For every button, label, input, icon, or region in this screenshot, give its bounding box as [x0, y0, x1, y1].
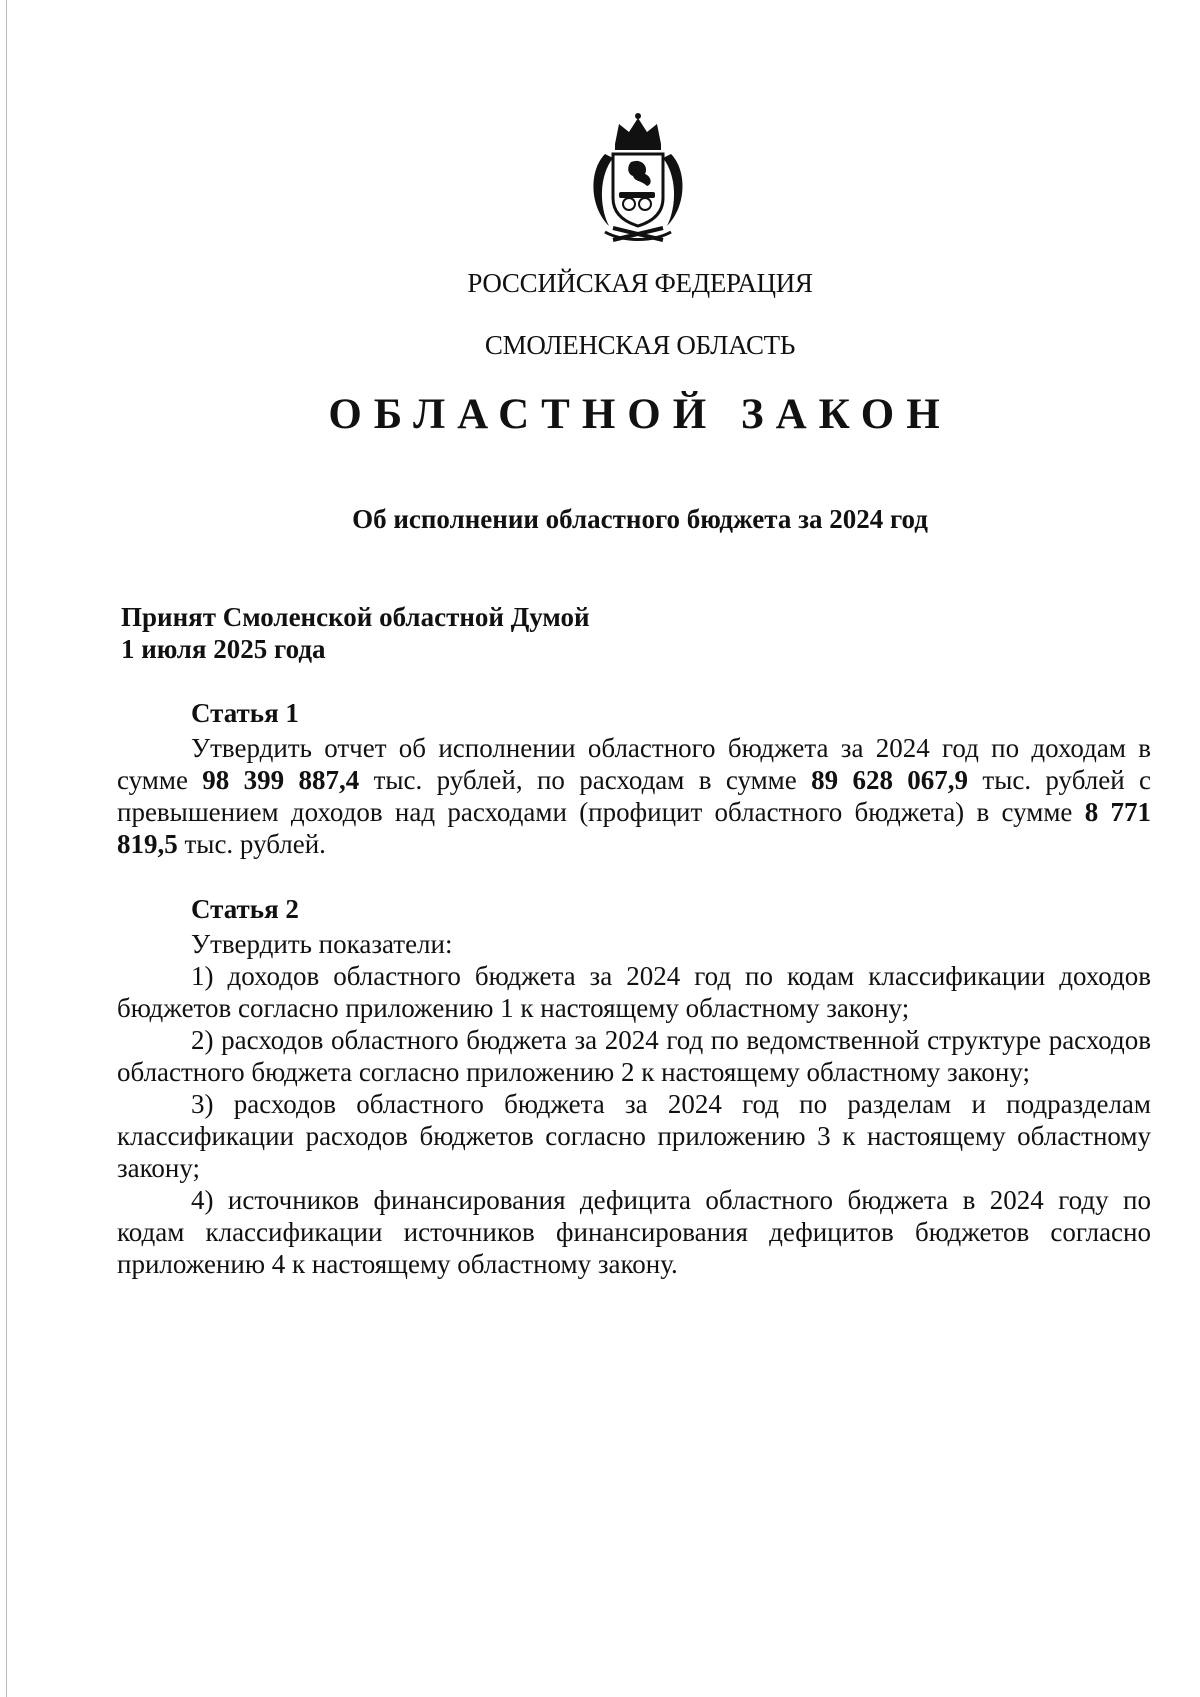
surplus-amount: 8 771 819,5	[117, 797, 1152, 859]
article-2-body	[117, 928, 1151, 1280]
article-2-intro: Утвердить показатели:	[191, 929, 453, 959]
law-subject-title: Об исполнении областного бюджета за 2024 год	[352, 504, 928, 534]
scan-edge-line	[6, 0, 7, 1697]
list-item: 2) расходов областного бюджета за 2024 год по ведомственной структуре расходов областного бюджета согласно приложению 2 к настоящему областному закону;	[117, 1025, 1151, 1087]
article-1-heading: Статья 1	[191, 698, 299, 728]
article-1-text-4: тыс. рублей.	[177, 829, 326, 859]
article-1-text-1: Утвердить отчет об исполнении областного бюджета за 2024 год по доходам в сумме	[117, 733, 1151, 795]
country-header: РОССИЙСКАЯ ФЕДЕРАЦИЯ	[467, 268, 813, 298]
list-item: 1) доходов областного бюджета за 2024 год по кодам классификации доходов бюджетов согласно приложению 1 к настоящему областному закону;	[117, 961, 1151, 1023]
article-1-text-3: тыс. рублей с превышением доходов над расходами (профицит областного бюджета) в сумме	[117, 765, 1152, 827]
expense-amount: 89 628 067,9	[811, 765, 969, 795]
document-type-title: ОБЛАСТНОЙ ЗАКОН	[328, 391, 952, 438]
list-item: 4) источников финансирования дефицита областного бюджета в 2024 году по кодам классификации источников финансирования дефицитов бюджетов согласно приложению 4 к настоящему областному закону.	[117, 1185, 1151, 1279]
region-header: СМОЛЕНСКАЯ ОБЛАСТЬ	[484, 330, 796, 360]
income-amount: 98 399 887,4	[202, 765, 360, 795]
adoption-block	[121, 601, 590, 665]
coat-of-arms-icon	[583, 110, 693, 242]
adoption-body: Принят Смоленской областной Думой	[121, 602, 590, 632]
article-1-paragraph	[117, 732, 1151, 860]
article-2-heading: Статья 2	[191, 894, 299, 924]
list-item: 3) расходов областного бюджета за 2024 год по разделам и подразделам классификации расходов бюджетов согласно приложению 3 к настоящему областному закону;	[117, 1089, 1151, 1183]
adoption-date: 1 июля 2025 года	[121, 634, 326, 664]
article-1-text-2: тыс. рублей, по расходам в сумме	[359, 765, 812, 795]
article-1-body	[117, 732, 1151, 860]
